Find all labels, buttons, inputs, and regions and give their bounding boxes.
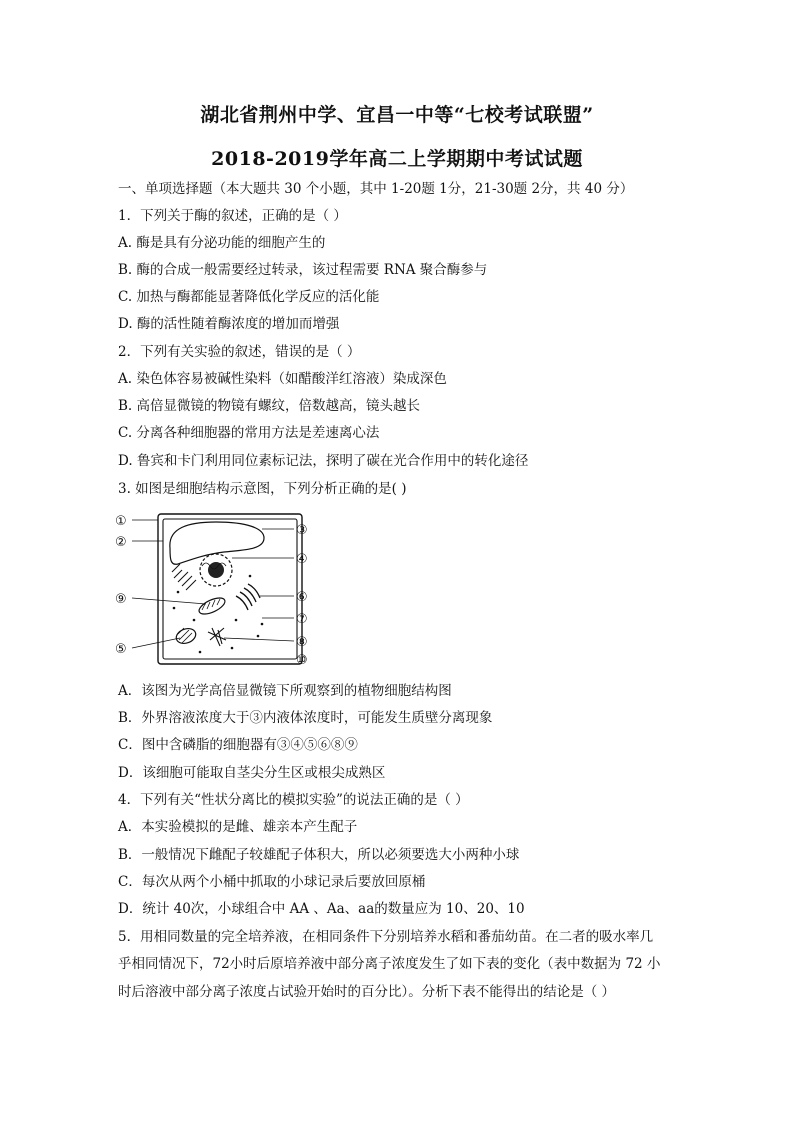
question-4-option-d: D．统计 40次，小球组合中 AA 、Aa、aa的数量应为 10、20、10 (118, 901, 525, 917)
page-title-line-1: 湖北省荆州中学、宜昌一中等“七校考试联盟” (200, 104, 594, 126)
diagram-label-4: ④ (296, 552, 308, 567)
question-4-stem: 4．下列有关“性状分离比的模拟实验”的说法正确的是（ ） (118, 792, 469, 808)
golgi-shape (236, 584, 260, 610)
question-2-option-a: A. 染色体容易被碱性染料（如醋酸洋红溶液）染成深色 (118, 371, 447, 387)
diagram-label-9: ⑨ (115, 592, 127, 607)
question-2-option-b: B. 高倍显微镜的物镜有螺纹，倍数越高，镜头越长 (118, 398, 421, 414)
question-1-option-b: B. 酶的合成一般需要经过转录，该过程需要 RNA 聚合酶参与 (118, 262, 488, 278)
chloroplast-shape (174, 626, 198, 646)
question-5-stem-line-2: 乎相同情况下，72小时后原培养液中部分离子浓度发生了如下表的变化（表中数据为 72 小 (118, 956, 661, 972)
question-3-stem: 3. 如图是细胞结构示意图，下列分析正确的是( ) (118, 481, 407, 497)
diagram-label-8: ⑧ (296, 635, 308, 650)
page-title-line-2: 2018-2019学年高二上学期期中考试试题 (211, 148, 583, 170)
question-5-stem-line-1: 5．用相同数量的完全培养液，在相同条件下分别培养水稻和番茄幼苗。在二者的吸水率几 (118, 929, 654, 945)
question-1-option-a: A. 酶是具有分泌功能的细胞产生的 (118, 235, 326, 251)
er-shape (172, 564, 196, 590)
diagram-label-5: ⑤ (115, 642, 127, 657)
section-heading: 一、单项选择题（本大题共 30 个小题，其中 1-20题 1分，21-30题 2分，共 40 分） (118, 181, 634, 197)
diagram-label-7: ⑦ (296, 612, 308, 627)
cell-wall-shape (158, 514, 302, 664)
question-3-option-a: A．该图为光学高倍显微镜下所观察到的植物细胞结构图 (118, 683, 452, 699)
question-1-stem: 1．下列关于酶的叙述，正确的是（ ） (118, 208, 347, 224)
question-2-option-d: D. 鲁宾和卡门利用同位素标记法，探明了碳在光合作用中的转化途径 (118, 453, 529, 469)
nucleolus-shape (208, 562, 224, 578)
question-3-option-b: B．外界溶液浓度大于③内液体浓度时，可能发生质壁分离现象 (118, 710, 493, 726)
question-2-option-c: C. 分离各种细胞器的常用方法是差速离心法 (118, 425, 380, 441)
diagram-label-6: ⑥ (296, 590, 308, 605)
question-4-option-b: B．一般情况下雌配子较雄配子体积大，所以必须要选大小两种小球 (118, 847, 520, 863)
question-1-option-d: D. 酶的活性随着酶浓度的增加而增强 (118, 316, 340, 332)
diagram-label-1: ① (115, 514, 127, 529)
question-4-option-c: C．每次从两个小桶中抓取的小球记录后要放回原桶 (118, 874, 426, 890)
question-1-option-c: C. 加热与酶都能显著降低化学反应的活化能 (118, 289, 380, 305)
question-3-option-c: C．图中含磷脂的细胞器有③④⑤⑥⑧⑨ (118, 737, 358, 753)
question-2-stem: 2．下列有关实验的叙述，错误的是（ ） (118, 344, 361, 360)
diagram-label-2: ② (115, 535, 127, 550)
organelle-8-shape (208, 628, 226, 646)
question-3-option-d: D．该细胞可能取自茎尖分生区或根尖成熟区 (118, 765, 386, 781)
question-4-option-a: A．本实验模拟的是雌、雄亲本产生配子 (118, 819, 358, 835)
cell-structure-diagram (112, 508, 328, 672)
diagram-label-10: ⑩ (296, 653, 308, 668)
diagram-label-3: ③ (296, 523, 308, 538)
question-5-stem-line-3: 时后溶液中部分离子浓度占试验开始时的百分比）。分析下表不能得出的结论是（ ） (118, 984, 616, 1000)
